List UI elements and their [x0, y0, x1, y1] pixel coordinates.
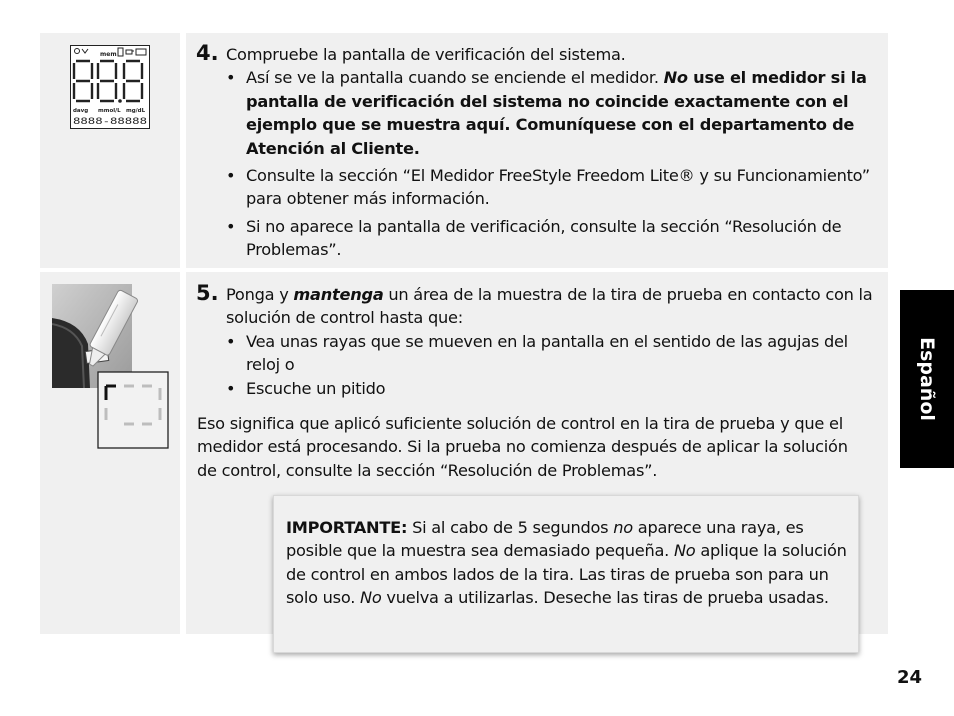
- step5-intro-b: un área de la muestra de la tira de prueba en contacto con la solución de control hasta que:: [226, 285, 873, 328]
- language-tab-label: Español: [916, 337, 938, 421]
- bullet-mark: •: [226, 166, 236, 186]
- page-number: 24: [896, 667, 922, 688]
- important-t1: Si al cabo de 5 segundos: [407, 518, 614, 537]
- step4-block: [197, 43, 872, 262]
- step5-bullet-1-text: Vea unas rayas que se mueven en la pantalla en el sentido de las agujas del reloj o: [246, 331, 848, 375]
- step5-intro-emph: mantenga: [293, 285, 384, 304]
- bullet-mark: •: [226, 331, 236, 351]
- lcd-mem-indicator: mem: [100, 51, 117, 58]
- step4-bullet-1-prefix: Así se ve la pantalla cuando se enciende el medidor.: [246, 68, 664, 88]
- bullet-mark: •: [226, 378, 236, 398]
- bullet-mark: •: [226, 68, 236, 88]
- step4-bullet-1-bold: use el medidor si la pantalla de verificación del sistema no coincide exactamente con el ejemplo que se muestra aquí. Comuníquese con el departamento de Atención al Cliente.: [246, 68, 867, 158]
- step5-intro-a: Ponga y: [226, 285, 294, 304]
- lcd-unit-mgdl: mg/dL: [126, 108, 146, 114]
- bullet-mark: •: [226, 216, 236, 236]
- step5-paragraph: Eso significa que aplicó suficiente solución de control en la tira de prueba y que el medidor está procesando. Si la prueba no comienza después de aplicar la solución de control, consulte la sección “Resolución de Problemas”.: [197, 414, 848, 480]
- meter-display: [98, 372, 168, 448]
- step4-bullet-1-emph: No: [663, 68, 688, 88]
- lcd-unit-davg: davg: [73, 108, 89, 114]
- lcd-system-check-illustration: [70, 45, 150, 129]
- important-label: IMPORTANTE:: [286, 518, 408, 537]
- lcd-unit-mmol: mmol/L: [98, 108, 121, 114]
- important-callout: [273, 495, 859, 653]
- step4-bullet-2: [226, 164, 872, 211]
- step4-bullet-1: [226, 66, 872, 160]
- control-solution-illustration: [52, 284, 170, 464]
- important-t3: aplique la solución de control en ambos lados de la tira. Las tiras de prueba son para un solo uso.: [286, 541, 847, 608]
- step5-bullet-2: [226, 377, 877, 400]
- step4-bullet-3-text: Si no aparece la pantalla de verificación, consulte la sección “Resolución de Problemas”.: [246, 216, 842, 260]
- important-e1: no: [613, 518, 633, 537]
- important-t2: aparece una raya, es posible que la muestra sea demasiado pequeña.: [286, 518, 804, 561]
- step5-bullet-2-text: Escuche un pitido: [246, 378, 386, 398]
- important-t4: vuelva a utilizarlas. Deseche las tiras de prueba usadas.: [381, 588, 829, 608]
- step5-bullet-1: [226, 330, 877, 377]
- step5-number: 5.: [196, 281, 219, 305]
- lcd-small-segments: 8888-88888: [73, 117, 147, 127]
- step4-number: 4.: [196, 41, 219, 65]
- language-tab: [900, 290, 954, 468]
- step5-block: [197, 283, 877, 482]
- step4-bullet-2-text: Consulte la sección “El Medidor FreeStyle Freedom Lite® y su Funcionamiento” para obtener más información.: [246, 166, 870, 209]
- step5-intro: [197, 283, 877, 330]
- step4-bullet-3: [226, 215, 872, 262]
- important-e2: No: [673, 541, 696, 561]
- important-e3: No: [360, 588, 382, 608]
- step4-intro: Compruebe la pantalla de verificación del sistema.: [226, 45, 626, 64]
